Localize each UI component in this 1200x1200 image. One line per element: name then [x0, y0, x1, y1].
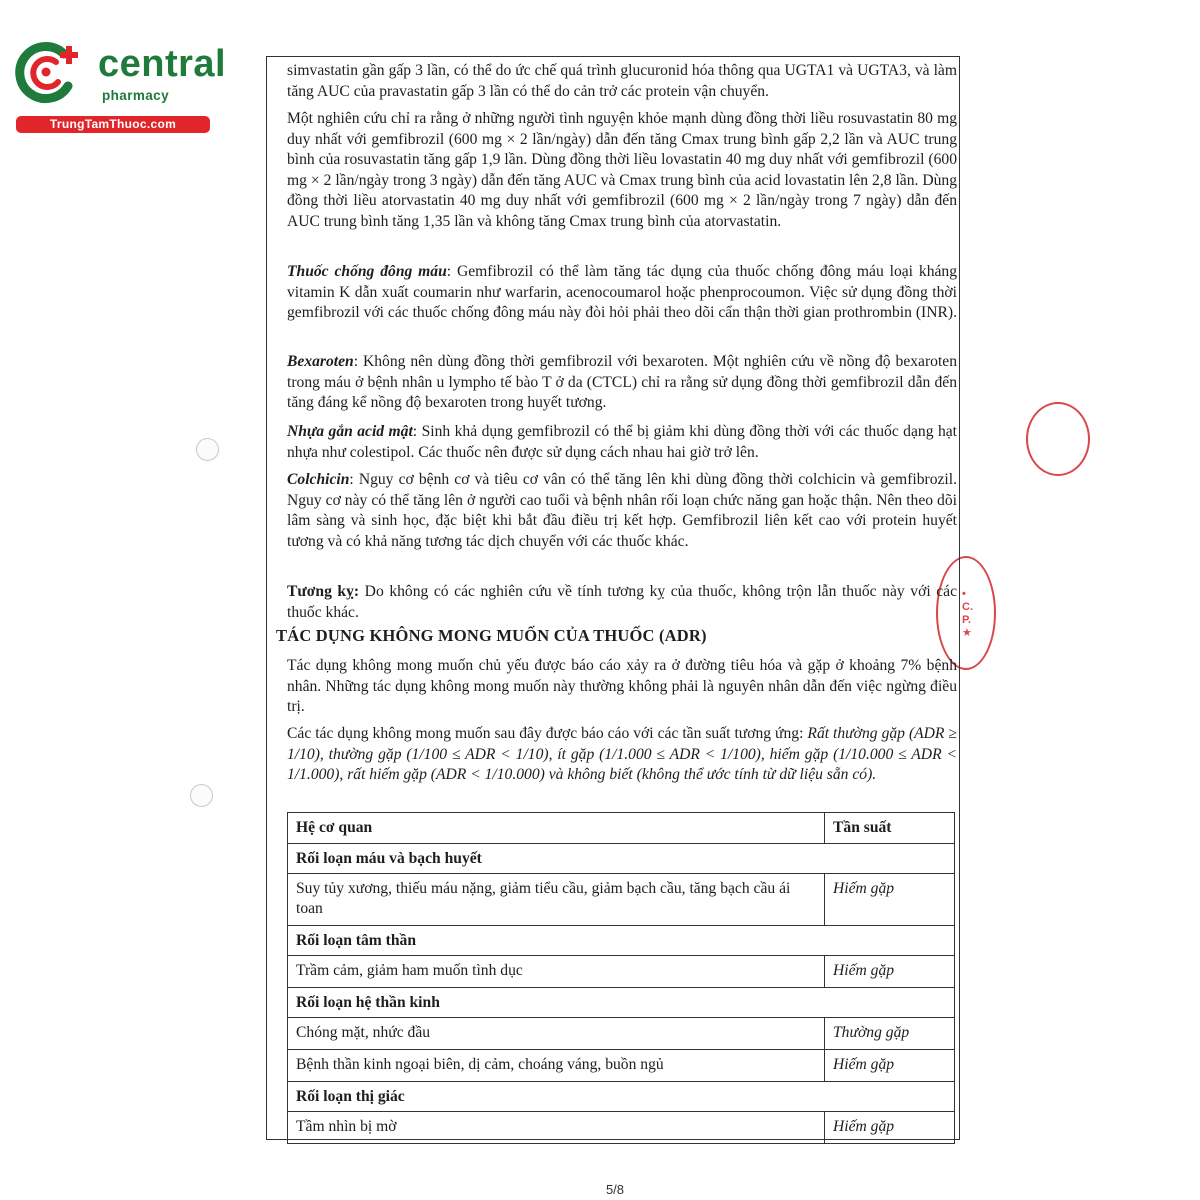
group-visual: Rối loạn thị giác	[288, 1082, 955, 1112]
group-blood: Rối loạn máu và bạch huyết	[288, 844, 955, 874]
table-header-row	[288, 813, 955, 844]
paragraph-colchicin	[287, 470, 957, 552]
effect-cell: Suy tủy xương, thiếu máu nặng, giảm tiểu cầu, giảm bạch cầu, tăng bạch cầu ái toan	[288, 874, 825, 926]
paragraph-adr-frequency	[287, 724, 957, 786]
paragraph-bile-acid-resin	[287, 422, 957, 463]
text-anticoagulant: : Gemfibrozil có thể làm tăng tác dụng của thuốc chống đông máu loại kháng vitamin K dẫn xuất coumarin như warfarin, acenocoumarol hoặc phenprocoumon. Việc sử dụng đồng thời gemfibrozil với các thuốc chống đông máu này đòi hỏi phải theo dõi cẩn thận thời gian prothrombin (INR).	[287, 263, 958, 322]
table-row	[288, 1112, 955, 1144]
table-group-row	[288, 844, 955, 874]
adr-table	[287, 812, 955, 1144]
table-row	[288, 1018, 955, 1050]
table-group-row	[288, 988, 955, 1018]
label-bexaroten: Bexaroten	[287, 353, 354, 370]
text-adr-frequency: Các tác dụng không mong muốn sau đây được báo cáo với các tần suất tương ứng:	[287, 725, 808, 742]
table-group-row	[288, 1082, 955, 1112]
paragraph-incompatibility	[287, 582, 957, 623]
frequency-cell: Hiếm gặp	[825, 1050, 955, 1082]
label-bile-acid-resin: Nhựa gắn acid mật	[287, 423, 413, 440]
punch-hole-bottom	[190, 784, 213, 807]
logo-subtitle: pharmacy	[102, 88, 169, 103]
logo-website: TrungTamThuoc.com	[16, 116, 210, 133]
frequency-cell: Hiếm gặp	[825, 1112, 955, 1144]
stamp-text: • C.P. ★	[962, 588, 973, 639]
group-nervous: Rối loạn hệ thần kinh	[288, 988, 955, 1018]
frequency-cell: Hiếm gặp	[825, 874, 955, 926]
group-psychiatric: Rối loạn tâm thần	[288, 926, 955, 956]
table-group-row	[288, 926, 955, 956]
effect-cell: Trầm cảm, giảm ham muốn tình dục	[288, 956, 825, 988]
frequency-cell: Hiếm gặp	[825, 956, 955, 988]
paragraph-bexaroten	[287, 352, 957, 414]
paragraph-anticoagulant	[287, 262, 957, 324]
stamp-fragment-top	[1026, 402, 1090, 476]
table-row	[288, 1050, 955, 1082]
header-frequency: Tần suất	[825, 813, 955, 844]
effect-cell: Chóng mặt, nhức đầu	[288, 1018, 825, 1050]
label-anticoagulant: Thuốc chống đông máu	[287, 263, 447, 280]
header-system: Hệ cơ quan	[288, 813, 825, 844]
section-heading-adr: TÁC DỤNG KHÔNG MONG MUỐN CỦA THUỐC (ADR)	[276, 626, 707, 645]
page-number: 5/8	[605, 1182, 625, 1197]
label-incompatibility: Tương kỵ:	[287, 583, 360, 600]
table-row	[288, 956, 955, 988]
table-row	[288, 874, 955, 926]
text-bexaroten: : Không nên dùng đồng thời gemfibrozil với bexaroten. Một nghiên cứu về nồng độ bexaroten trong máu ở bệnh nhân u lympho tế bào T ở da (CTCL) chỉ ra rằng sử dụng đồng thời gemfibrozil dẫn đến tăng đáng kể nồng độ bexaroten trong huyết tương.	[287, 353, 957, 412]
frequency-cell: Thường gặp	[825, 1018, 955, 1050]
paragraph-statin-2: Một nghiên cứu chỉ ra rằng ở những người tình nguyện khỏe mạnh dùng đồng thời liều rosuvastatin 80 mg duy nhất với gemfibrozil (600 mg × 2 lần/ngày) dẫn đến tăng Cmax trung bình gấp 2,2 lần và AUC trung bình của rosuvastatin tăng gấp 1,9 lần. Dùng đồng thời liều lovastatin 40 mg duy nhất với gemfibrozil (600 mg × 2 lần/ngày trong 3 ngày) dẫn đến tăng AUC và Cmax trung bình của acid lovastatin lên 2,8 lần. Dùng đồng thời liều atorvastatin 40 mg duy nhất với gemfibrozil (600 mg × 2 lần/ngày trong 7 ngày) dẫn đến AUC trung bình tăng 1,35 lần và không tăng Cmax trung bình của atorvastatin.	[287, 110, 957, 230]
effect-cell: Bệnh thần kinh ngoại biên, dị cảm, choáng váng, buồn ngủ	[288, 1050, 825, 1082]
text-bile-acid-resin: : Sinh khả dụng gemfibrozil có thể bị giảm khi dùng đồng thời với các thuốc dạng hạt nhựa như colestipol. Các thuốc nên được sử dụng cách nhau hai giờ trở lên.	[287, 423, 957, 461]
text-adr-frequency-definitions: Rất thường gặp (ADR ≥ 1/10), thường gặp (1/100 ≤ ADR < 1/10), ít gặp (1/1.000 ≤ ADR < 1/100), hiếm gặp (1/10.000 ≤ ADR < 1/1.000), rất hiếm gặp (ADR < 1/10.000) và không biết (không thể ước tính từ dữ liệu sẵn có).	[287, 725, 957, 784]
text-colchicin: : Nguy cơ bệnh cơ và tiêu cơ vân có thể tăng lên khi dùng đồng thời colchicin và gemfibrozil. Nguy cơ này có thể tăng lên ở người cao tuổi và bệnh nhân rối loạn chức năng gan hoặc thận. Nên theo dõi lâm sàng và sinh học, đặc biệt khi bắt đầu điều trị kết hợp. Gemfibrozil liên kết cao với protein huyết tương và có khả năng tương tác dịch chuyển với các thuốc khác.	[287, 471, 957, 550]
paragraph-adr-intro: Tác dụng không mong muốn chủ yếu được báo cáo xảy ra ở đường tiêu hóa và gặp ở khoảng 7% bệnh nhân. Những tác dụng không mong muốn này thường không phải là nguyên nhân dẫn đến việc ngừng điều trị.	[287, 657, 957, 716]
punch-hole-top	[196, 438, 219, 461]
central-pharmacy-logo	[12, 36, 227, 136]
paragraph-statin-1: simvastatin gần gấp 3 lần, có thể do ức chế quá trình glucuronid hóa thông qua UGTA1 và UGTA3, và làm tăng AUC của pravastatin gấp 3 lần có thể do cản trở các protein vận chuyển.	[287, 62, 957, 100]
label-colchicin: Colchicin	[287, 471, 350, 488]
effect-cell: Tầm nhìn bị mờ	[288, 1112, 825, 1144]
logo-name: central	[98, 43, 227, 85]
text-incompatibility: Do không có các nghiên cứu về tính tương kỵ của thuốc, không trộn lẫn thuốc này với các thuốc khác.	[287, 583, 957, 621]
logo-mark-icon	[12, 40, 82, 104]
